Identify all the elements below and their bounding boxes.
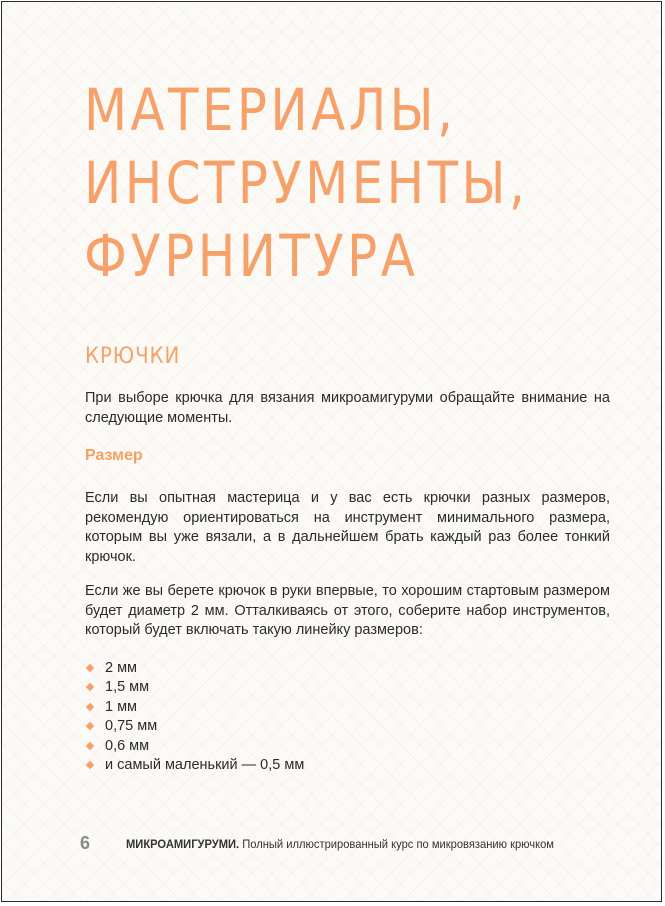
page-number: 6 [80, 833, 91, 853]
list-item [85, 737, 304, 756]
intro-paragraph: При выборе крючка для вязания микроамигуруми обращайте внимание на следующие моменты. [85, 390, 610, 426]
diamond-bullet-icon [86, 683, 94, 691]
chapter-title-line: ФУРНИТУРА [84, 222, 419, 290]
list-item-text: 0,6 мм [105, 737, 150, 754]
diamond-bullet-icon [86, 703, 94, 711]
chapter-title [84, 74, 528, 293]
list-item-text: 0,75 мм [105, 718, 158, 735]
diamond-bullet-icon [86, 664, 94, 672]
footer-book-title: МИКРОАМИГУРУМИ. [126, 837, 240, 851]
subheading-size: Размер [85, 447, 143, 464]
list-item-text: и самый маленький — 0,5 мм [105, 757, 305, 774]
running-footer [126, 836, 554, 852]
list-item [85, 659, 304, 678]
chapter-title-line: МАТЕРИАЛЫ, [84, 76, 457, 144]
diamond-bullet-icon [86, 761, 94, 769]
diamond-bullet-icon [86, 722, 94, 730]
size-list [85, 659, 304, 775]
list-item [85, 717, 304, 736]
list-item [85, 678, 304, 697]
book-page [1, 1, 662, 902]
diamond-bullet-icon [86, 741, 94, 749]
body-paragraph: Если же вы берете крючок в руки впервые, то хорошим стартовым размером будет диаметр 2 мм. Отталкиваясь от этого, соберите набор инструментов, который будет включать такую линейку размеров: [85, 583, 610, 638]
footer-subtitle: Полный иллюстрированный курс по микровязанию крючком [242, 837, 554, 851]
chapter-title-line: ИНСТРУМЕНТЫ, [84, 149, 529, 217]
list-item-text: 2 мм [105, 660, 138, 676]
section-heading: КРЮЧКИ [85, 344, 181, 369]
list-item [85, 698, 304, 717]
list-item-text: 1 мм [105, 698, 138, 715]
list-item [85, 756, 304, 775]
list-item-text: 1,5 мм [105, 679, 150, 696]
body-paragraph: Если вы опытная мастерица и у вас есть крючки разных размеров, рекомендую ориентироваться на инструмент минимального размера, которым вы уже вязали, а в дальнейшем брать каждый раз более тонкий крючок. [85, 490, 610, 565]
